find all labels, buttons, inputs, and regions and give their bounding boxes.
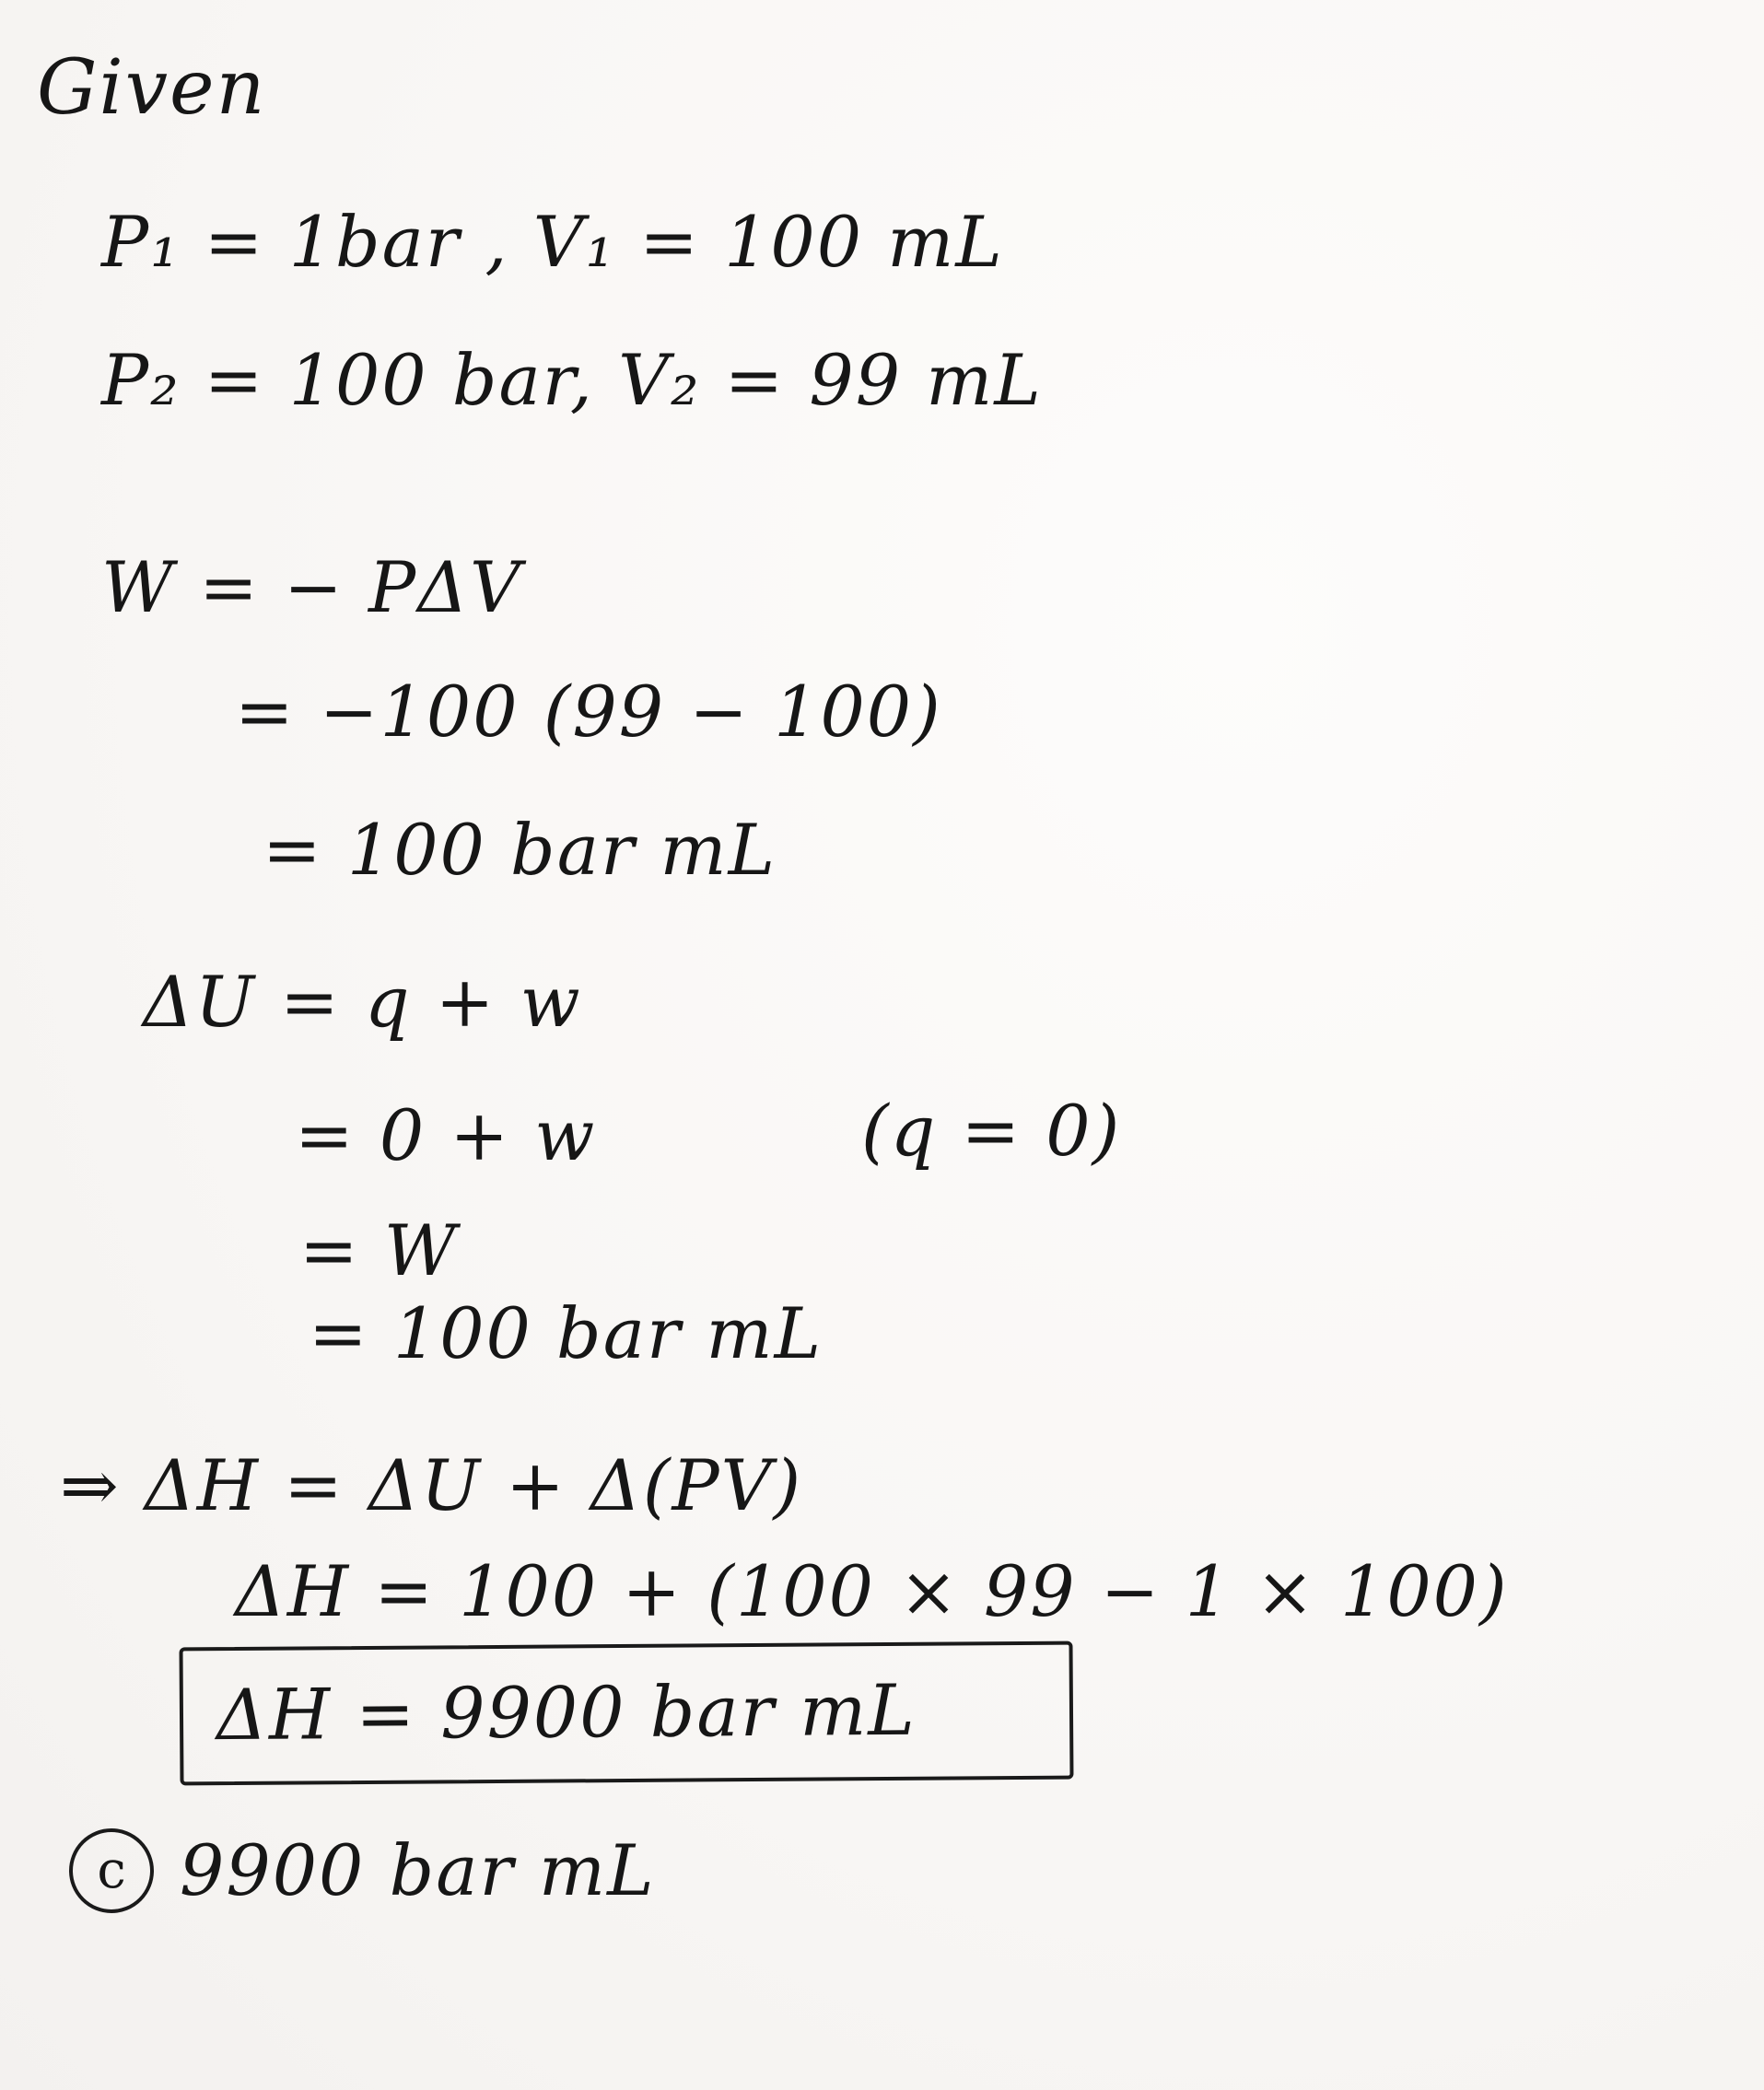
work-substitution: = −100 (99 − 100) <box>235 671 942 753</box>
internal-energy-step-1: = 0 + w <box>295 1094 597 1176</box>
heading-given: Given <box>37 44 267 132</box>
internal-energy-formula: ΔU = q + w <box>143 961 582 1043</box>
given-line-1: P₁ = 1bar , V₁ = 100 mL <box>101 201 1004 283</box>
answer-text: 9900 bar mL <box>180 1829 656 1911</box>
boxed-result: ΔH = 9900 bar mL <box>179 1641 1073 1786</box>
answer-option-circle: c <box>69 1828 154 1913</box>
internal-energy-step-2: = W <box>299 1209 458 1291</box>
enthalpy-substitution: ΔH = 100 + (100 × 99 − 1 × 100) <box>235 1550 1509 1632</box>
heat-condition: (q = 0) <box>861 1090 1122 1172</box>
final-answer <box>69 1828 656 1913</box>
work-result: = 100 bar mL <box>263 809 777 891</box>
internal-energy-result: = 100 bar mL <box>309 1292 824 1374</box>
work-formula: W = − PΔV <box>101 546 522 628</box>
given-line-2: P₂ = 100 bar, V₂ = 99 mL <box>101 339 1043 421</box>
enthalpy-formula: ⇒ ΔH = ΔU + Δ(PV) <box>60 1444 803 1526</box>
